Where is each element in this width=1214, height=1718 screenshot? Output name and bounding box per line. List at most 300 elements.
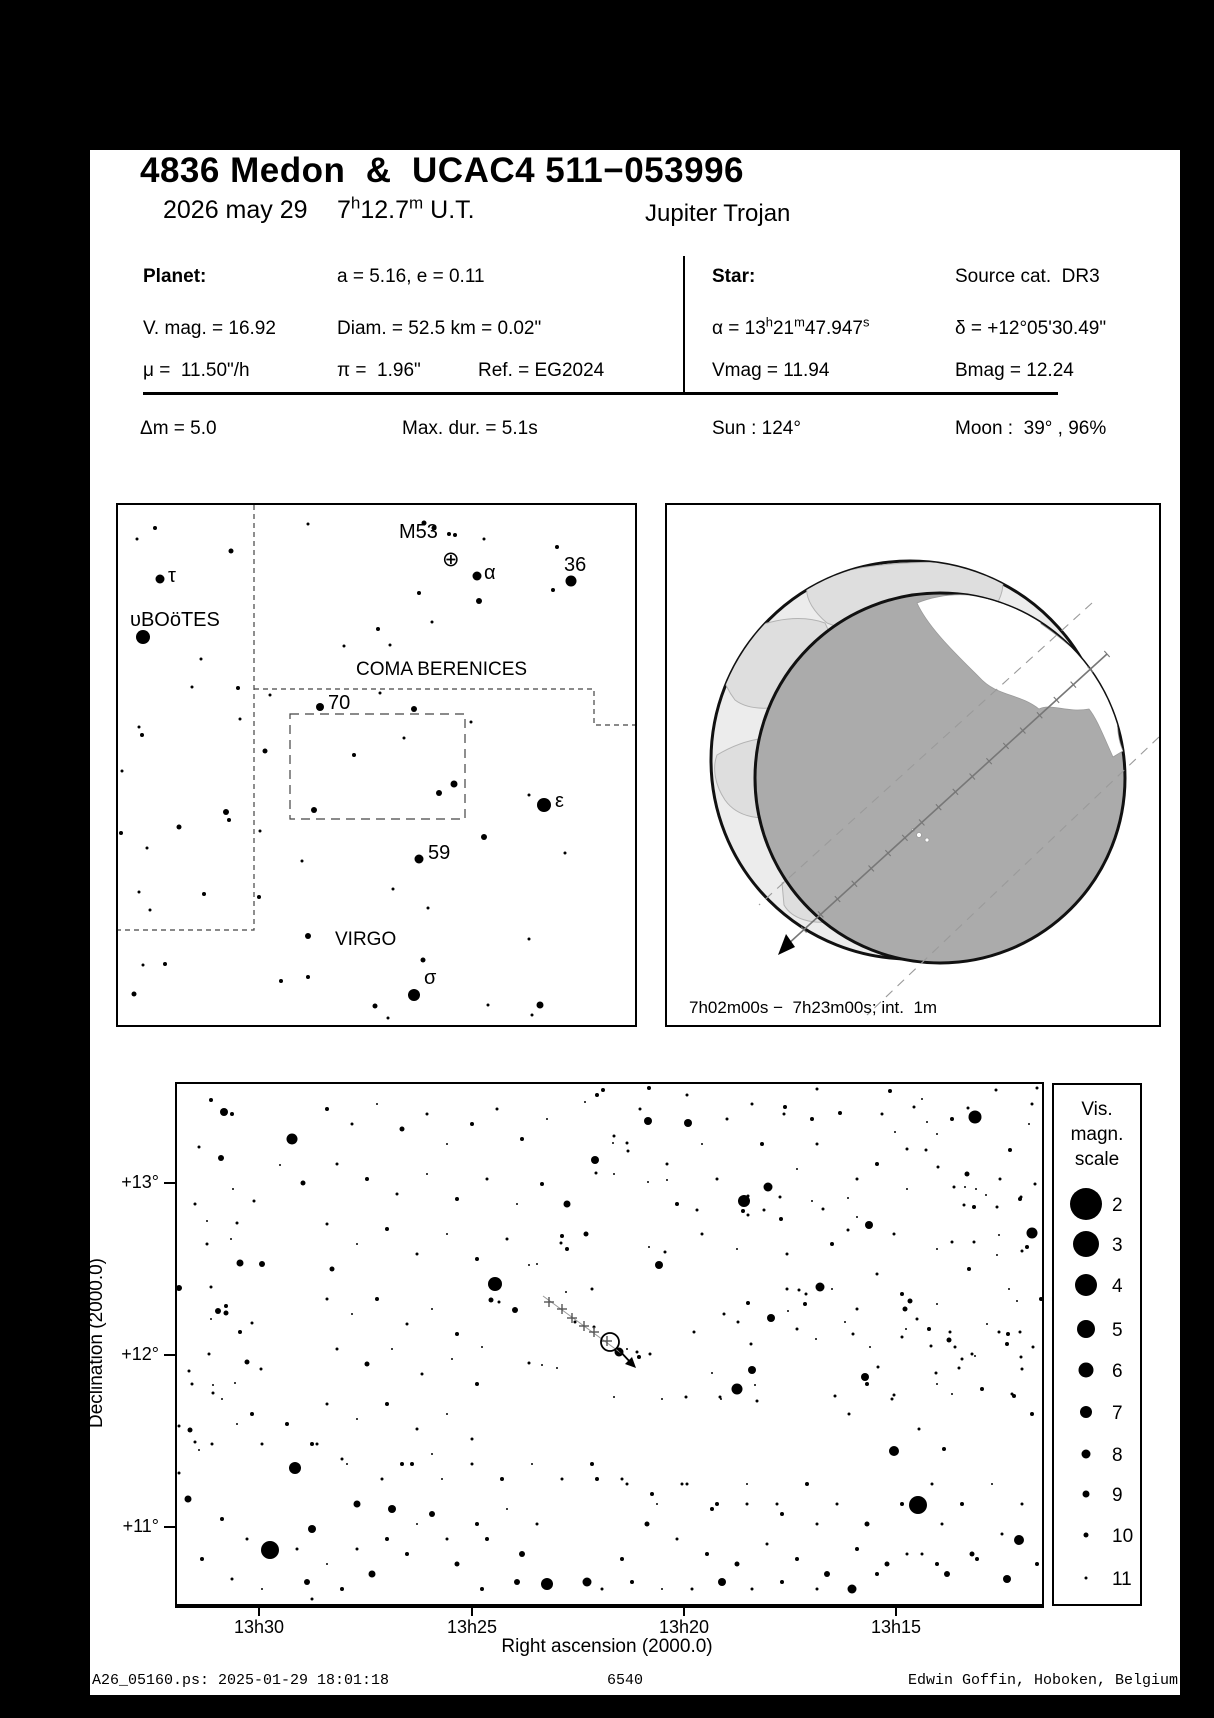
star-dot [356,1548,359,1551]
path-arrowhead [778,934,795,955]
dec-tick-mark [164,1354,175,1356]
star-dot [188,1428,193,1433]
star-dot [885,1562,890,1567]
legend-mag-label: 11 [1112,1569,1132,1590]
star-dot [531,1014,534,1017]
star-dot [951,1393,953,1395]
star-dot [119,831,123,835]
star-dot [555,545,559,549]
star-dot [365,1177,369,1181]
star-dot [259,830,262,833]
star-dot [551,588,555,592]
star-dot [953,1186,956,1189]
star-dot [177,825,182,830]
star-dot [301,860,304,863]
star-dot [595,1172,598,1175]
star-dot [650,1492,654,1496]
star-dot [385,1537,389,1541]
star-dot [763,1209,766,1212]
star-dot [340,1587,344,1591]
star-dot [909,1496,927,1514]
star-dot [936,1248,938,1250]
ra-tick-label: 13h20 [658,1617,710,1637]
star-dot [876,1273,879,1276]
star-dot [220,1108,228,1116]
star-dot [905,1328,907,1330]
finder-label: υBOöTES [130,609,220,631]
star-dot [737,1321,740,1324]
star-dot [900,1292,904,1296]
star-dot [970,1552,975,1557]
star-dot [1032,1346,1035,1349]
star-dot [326,1403,329,1406]
star-dot [726,1118,729,1121]
star-dot [889,1446,899,1456]
star-dot [269,694,272,697]
star-dot [936,1303,938,1305]
star-dot [973,1241,976,1244]
star-dot [947,1338,952,1343]
star-dot [506,1508,508,1510]
star-dot [470,721,473,724]
finder-label: 70 [328,692,351,714]
chart-star-field [177,1086,1042,1601]
finder-label: VIRGO [335,929,397,950]
star-dot [564,852,567,855]
legend-mag-label: 5 [1112,1320,1123,1341]
star-dot [921,1098,923,1100]
star-dot [411,706,417,712]
star-dot [803,1302,807,1306]
star-dot [475,1257,479,1261]
star-dot [816,1088,819,1091]
star-dot [636,1351,639,1354]
star-dot [405,1552,409,1556]
star-dot [648,1246,650,1248]
star-dot [229,549,234,554]
star-dot [893,1394,896,1397]
star-dot [783,1105,787,1109]
star-dot [476,598,482,604]
detail-chart-canvas [177,1084,1042,1604]
star-dot [343,645,346,648]
legend-mag-dot [1083,1491,1090,1498]
star-dot [436,790,442,796]
star-dot [601,1588,604,1591]
star-dot [732,1384,743,1395]
star-dot [1020,1356,1023,1359]
star-dot [287,1134,298,1145]
star-dot [237,1260,244,1267]
star-dot [446,1413,448,1415]
star-dot [783,1113,786,1116]
star-dot [485,1537,489,1541]
star-ra: $\alpha = 13^h21^m47.947^s$ [712,314,870,339]
star-dot [796,1168,798,1170]
dec-tick-label: +13° [121,1172,159,1192]
star-dot [470,1122,474,1126]
star-dot [356,1418,358,1420]
star-dot [142,964,145,967]
star-dot [1021,1250,1024,1253]
star-dot [200,1557,204,1561]
star-dot [627,1150,630,1153]
star-dot [644,1117,652,1125]
star-dot [236,1423,238,1425]
legend-title-line1: Vis. [1081,1099,1113,1120]
star-dot [1016,1300,1018,1302]
star-dot [446,1538,449,1541]
star-dot [746,1301,750,1305]
star-dot [392,888,395,891]
star-dot [718,1578,726,1586]
star-dot [379,692,382,695]
star-dot [930,1345,933,1348]
star-dot [991,1483,993,1485]
star-dot [756,1400,759,1403]
ra-tick-label: 13h30 [233,1617,285,1637]
star-dot [245,1360,250,1365]
star-dot [748,1366,756,1374]
legend-title-line2: magn. [1070,1124,1124,1145]
finder-chart [116,503,637,1027]
star-dot [304,1579,310,1585]
star-dot [647,1086,651,1090]
star-dot [686,1094,689,1097]
star-dot [221,1398,223,1400]
star-dot [931,1483,934,1486]
ra-tick-mark [895,1606,897,1616]
star-dot [1034,1183,1037,1186]
star-dot [620,1557,624,1561]
star-dot [815,1338,817,1340]
globe-panel [665,503,1161,1027]
star-dot [528,1264,530,1266]
star-dot [381,1478,384,1481]
star-dot [330,1267,335,1272]
star-dot [138,891,141,894]
footer-author: Edwin Goffin, Hoboken, Belgium [907,1672,1178,1689]
star-dot [705,1552,709,1556]
star-dot [733,1386,736,1389]
finder-label: 36 [564,554,587,576]
star-bmag: Bmag = 12.24 [955,360,1074,381]
star-dot [916,1318,919,1321]
star-dot [751,1103,754,1106]
star-dot [565,1247,569,1251]
star-dot [865,1522,870,1527]
star-dot [998,1331,1001,1334]
star-dot [202,892,206,896]
star-dot [156,575,165,584]
ra-tick-mark [258,1606,260,1616]
star-dot [925,1149,928,1152]
star-dot [537,798,551,812]
star-dot [906,1188,908,1190]
star-dot [415,855,424,864]
star-dot [421,958,426,963]
star-dot [591,1156,599,1164]
star-dot [693,1331,696,1334]
star-dot [961,1358,964,1361]
star-dot [786,1253,789,1256]
star-dot [736,1248,738,1250]
magnitude-legend-canvas [1054,1085,1140,1604]
star-vmag: Vmag = 11.94 [712,360,830,381]
star-dot [238,1330,242,1334]
star-dot [908,1299,913,1304]
star-dot [512,1307,518,1313]
star-dot [220,1517,224,1521]
star-dot [138,726,141,729]
star-dot [944,1571,950,1577]
star-dot [301,1181,306,1186]
star-dot [565,1291,567,1293]
star-dot [416,1523,418,1525]
star-dot [306,975,310,979]
y-axis-title: Declination (2000.0) [86,1257,107,1429]
planet-diam: Diam. = 52.5 km = 0.02" [337,318,542,339]
star-dot [954,1346,957,1349]
star-dot [136,538,139,541]
star-dot [223,809,229,815]
star-dot [975,1188,977,1190]
star-dot [296,1548,299,1551]
star-dot [519,1551,525,1557]
star-dot [396,1193,399,1196]
star-dot [311,1598,314,1601]
star-dot [528,1362,531,1365]
star-dot [637,1355,641,1359]
finder-label: α [484,562,496,584]
star-dot [455,1332,459,1336]
star-dot [935,1372,938,1375]
star-dot [779,1196,782,1199]
finder-label: COMA BERENICES [356,659,528,680]
star-dot [376,1103,378,1105]
star-dot [746,1503,749,1506]
star-dot [974,1355,976,1357]
star-dot [1006,1332,1010,1336]
star-dot [206,1243,209,1246]
star-dot [486,1178,489,1181]
star-dot [326,1563,328,1565]
star-dot [230,1238,232,1240]
star-dot [561,1478,564,1481]
path-timespan: 7h02m00s − 7h23m00s; int. 1m [689,998,938,1017]
star-dot [751,1588,754,1591]
legend-mag-label: 4 [1112,1276,1123,1297]
star-dot [218,1155,224,1161]
star-dot [861,1373,869,1381]
star-dot [649,1353,652,1356]
star-dot [498,1301,501,1304]
star-dot [847,1229,850,1232]
star-dot [958,1367,961,1370]
star-dot [365,1362,370,1367]
star-dot [686,1483,689,1486]
star-dot [564,1201,571,1208]
star-dot [400,1127,405,1132]
star-dot [590,1462,594,1466]
star-dot [385,1402,389,1406]
star-dot [305,933,311,939]
star-dot [666,1179,668,1181]
star-dot [427,907,430,910]
star-dot [560,1234,564,1238]
star-dot [227,818,231,822]
star-dot [1027,1228,1038,1239]
star-dot [506,1238,509,1241]
star-dot [626,1348,628,1350]
star-dot [516,1203,518,1205]
legend-entries [1070,1188,1133,1590]
finder-label: M53 [399,521,438,543]
target-star-circle [601,1333,619,1351]
star-dot [531,1463,533,1465]
star-dot [830,1242,834,1246]
magnitude-legend [1052,1083,1142,1606]
star-dot [647,1181,649,1183]
star-dot [224,1304,228,1308]
star-dot [121,770,124,773]
star-dot [132,992,137,997]
star-dot [1021,1503,1024,1506]
star-dot [661,1588,663,1590]
star-dot [941,1523,944,1526]
planet-orbit: a = 5.16, e = 0.11 [337,266,485,287]
star-dot [446,1143,448,1145]
star-dot [798,1289,801,1292]
star-dot [536,1523,539,1526]
star-dot [811,1200,813,1202]
legend-mag-dot [1075,1274,1097,1296]
star-dot [684,1119,692,1127]
star-dot [696,1209,699,1212]
star-dot [178,1425,181,1428]
star-dot [869,1346,871,1348]
star-dot [376,627,380,631]
star-dot [185,1496,192,1503]
star-header: Star: [712,266,756,287]
star-dot [595,1477,599,1481]
star-dot [754,1384,756,1386]
star-dot [766,1543,769,1546]
star-dot [210,1286,213,1289]
star-dot [473,572,482,581]
star-dot [926,1121,928,1123]
star-dot [446,1233,448,1235]
star-dot [375,1297,379,1301]
star-dot [639,1108,642,1111]
star-dot [831,1288,833,1290]
star-dot [942,1447,946,1451]
star-dot [149,909,152,912]
star-dot [310,1442,314,1446]
star-dot [584,1101,586,1103]
info-divider [683,256,685,393]
star-dot [891,1398,894,1401]
star-dot [1014,1535,1024,1545]
star-dot [560,1242,563,1245]
globe-canvas [667,505,1159,1025]
star-dot [574,1321,577,1324]
star-dot [1003,1575,1011,1583]
earth-symbol: ⊕ [442,548,460,571]
star-dot [528,794,531,797]
star-dot [489,1298,494,1303]
star-dot [230,1112,234,1116]
star-dot [779,1217,783,1221]
star-dot [206,1220,208,1222]
planet-ref: Ref. = EG2024 [478,360,605,381]
star-dot [901,1336,904,1339]
legend-mag-dot [1079,1363,1094,1378]
star-dot [701,1143,703,1145]
star-dot [655,1261,663,1269]
star-dot [613,1135,616,1138]
footer-filename: A26_05160.ps: 2025-01-29 18:01:18 [92,1672,390,1689]
star-dot [746,1483,748,1485]
star-dot [856,1308,859,1311]
star-dot [855,1547,859,1551]
star-dot [224,1311,229,1316]
legend-mag-label: 6 [1112,1361,1123,1382]
star-dot [140,733,144,737]
star-dot [426,1113,429,1116]
star-dot [153,526,157,530]
star-dot [451,1358,453,1360]
event-date: 2026 may 29 [163,196,308,224]
ra-tick-label: 13h15 [870,1617,922,1637]
star-dot [451,781,458,788]
ra-tick-label: 13h25 [446,1617,498,1637]
star-dot [584,1232,589,1237]
star-dot [1008,1148,1012,1152]
star-dot [613,1396,615,1398]
legend-mag-dot [1073,1231,1099,1257]
star-dot [1025,1245,1029,1249]
star-dot [416,1253,419,1256]
star-dot [178,1472,181,1475]
legend-mag-dot [1070,1188,1102,1220]
star-dot [844,1321,846,1323]
star-dot [701,1233,704,1236]
star-dot [346,1463,348,1465]
star-dot [250,1412,254,1416]
star-dot [906,1148,909,1151]
star-dot [816,1588,819,1591]
star-dot [194,1203,197,1206]
star-dot [351,1123,354,1126]
star-dot [546,1118,548,1120]
planet-pi: π = 1.96" [337,360,421,381]
star-dot [715,1502,719,1506]
star-dot [937,1166,940,1169]
star-dot [995,1089,998,1092]
star-dot [906,1553,909,1556]
star-dot [691,1588,694,1591]
star-dot [351,1313,353,1315]
star-dot [735,1562,740,1567]
page-title: 4836 Medon & UCAC4 511−053996 [140,151,745,190]
legend-mag-label: 9 [1112,1485,1123,1506]
star-dot [416,1428,419,1431]
star-dot [969,1111,982,1124]
star-dot [308,1525,316,1533]
star-dot [675,1202,679,1206]
star-dot [1039,1297,1042,1301]
